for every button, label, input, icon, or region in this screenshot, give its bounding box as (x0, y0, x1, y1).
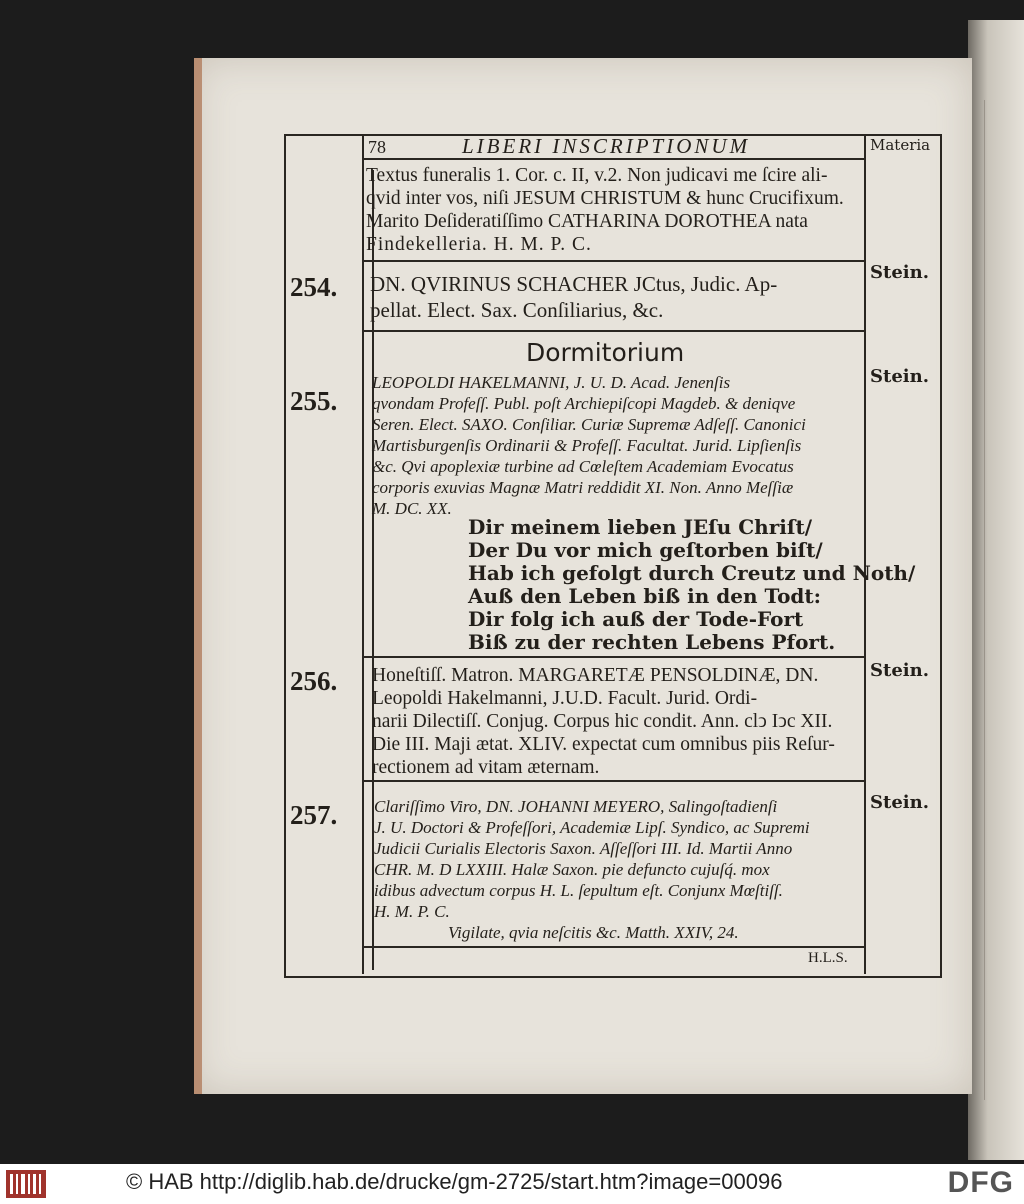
entry-257-line-1: Clariſſimo Viro, DN. JOHANNI MEYERO, Salingoſtadienſi (374, 797, 778, 816)
entry-257-line-4: CHR. M. D LXXIII. Halæ Saxon. pie defuncto cujuſq́. mox (374, 860, 770, 879)
entry-257-line-5: idibus advectum corpus H. L. ſepultum eſt. Conjunx Mœſtiſſ. (374, 881, 783, 900)
entry-256-line-5: rectionem ad vitam æternam. (372, 757, 600, 778)
verse-line-3: Hab ich gefolgt durch Creutz und Noth/ (468, 561, 916, 585)
row-rule-2 (364, 330, 864, 332)
row-rule-3 (364, 656, 864, 658)
entry-257-line-2: J. U. Doctori & Profeſſori, Academiæ Lipſ. Syndico, ac Supremi (374, 818, 810, 837)
materia-255: Stein. (870, 366, 929, 387)
entry-number-255: 255. (290, 386, 338, 416)
source-credit-link[interactable]: © HAB http://diglib.hab.de/drucke/gm-2725/start.htm?image=00096 (126, 1169, 783, 1194)
materia-256: Stein. (870, 660, 929, 681)
continued-line-3: Marito Deſideratiſſimo CATHARINA DOROTHEA nata (366, 211, 808, 232)
verse-line-1: Dir meinem lieben JEſu Chriſt/ (468, 515, 813, 539)
continued-line-2: qvid inter vos, niſi JESUM CHRISTUM & hunc Crucifixum. (366, 188, 844, 209)
entry-256-line-2: Leopoldi Hakelmanni, J.U.D. Facult. Jurid. Ordi- (372, 688, 758, 709)
entry-257-closing: Vigilate, qvia neſcitis &c. Matth. XXIV, 24. (448, 923, 739, 942)
row-rule-4 (364, 780, 864, 782)
verse-line-2: Der Du vor mich geſtorben biſt/ (468, 538, 823, 562)
entry-256-line-3: narii Dilectiſſ. Conjug. Corpus hic condit. Ann. clↄ Iↄc XII. (372, 711, 833, 732)
entry-number-254: 254. (290, 272, 338, 302)
entry-255-line-2: qvondam Profeſſ. Publ. poſt Archiepiſcopi Magdeb. & deniqve (372, 394, 796, 413)
barcode-icon (6, 1170, 46, 1198)
page-number: 78 (368, 137, 386, 157)
entry-255-line-3: Seren. Elect. SAXO. Conſiliar. Curiæ Supremæ Adſeſſ. Canonici (372, 415, 806, 434)
verse-line-5: Dir folg ich auß der Tode-Fort (468, 607, 804, 631)
continued-line-1: Textus funeralis 1. Cor. c. II, v.2. Non judicavi me ſcire ali- (366, 165, 828, 186)
dfg-logo: DFG (947, 1166, 1014, 1199)
materia-254: Stein. (870, 262, 929, 283)
verse-line-6: Biß zu der rechten Lebens Pfort. (468, 630, 836, 654)
entry-255-line-1: LEOPOLDI HAKELMANNI, J. U. D. Acad. Jenenſis (372, 373, 731, 392)
adjacent-page-edge (968, 20, 1024, 1160)
column-rule-right (864, 134, 866, 974)
row-rule-1 (364, 260, 864, 262)
entry-254-line-1: DN. QVIRINUS SCHACHER JCtus, Judic. Ap- (370, 272, 778, 296)
running-head: LIBERI INSCRIPTIONUM (462, 134, 751, 158)
entry-255-line-6: corporis exuvias Magnæ Matri reddidit XI. Non. Anno Meſſiæ (372, 478, 794, 497)
row-rule-5 (364, 946, 864, 948)
materia-257: Stein. (870, 792, 929, 813)
entry-257-line-6: H. M. P. C. (374, 902, 450, 921)
continued-line-4: Findekelleria. H. M. P. C. (366, 234, 592, 255)
entry-256-line-1: Honeſtiſſ. Matron. MARGARETÆ PENSOLDINÆ, DN. (372, 665, 819, 686)
entry-255-heading: Dormitorium (526, 338, 685, 367)
materia-header: Materia (870, 136, 931, 154)
entry-number-256: 256. (290, 666, 338, 696)
page-edge (194, 58, 202, 1094)
verse-line-4: Auß den Leben biß in den Todt: (468, 584, 822, 608)
entry-254-line-2: pellat. Elect. Sax. Conſiliarius, &c. (370, 298, 664, 322)
entry-255-line-4: Martisburgenſis Ordinarii & Profeſſ. Facultat. Jurid. Lipſienſis (372, 436, 802, 455)
entry-number-257: 257. (290, 800, 338, 830)
entry-256-line-4: Die III. Maji ætat. XLIV. expectat cum omnibus piis Reſur- (372, 734, 835, 755)
entry-257-line-3: Judicii Curialis Electoris Saxon. Aſſeſſori III. Id. Martii Anno (374, 839, 793, 858)
signature: H.L.S. (808, 950, 848, 966)
footer-bar (0, 1164, 1024, 1204)
entry-255-line-5: &c. Qvi apoplexiæ turbine ad Cœleſtem Academiam Evocatus (372, 457, 794, 476)
entry-255-line-7: M. DC. XX. (372, 499, 452, 518)
